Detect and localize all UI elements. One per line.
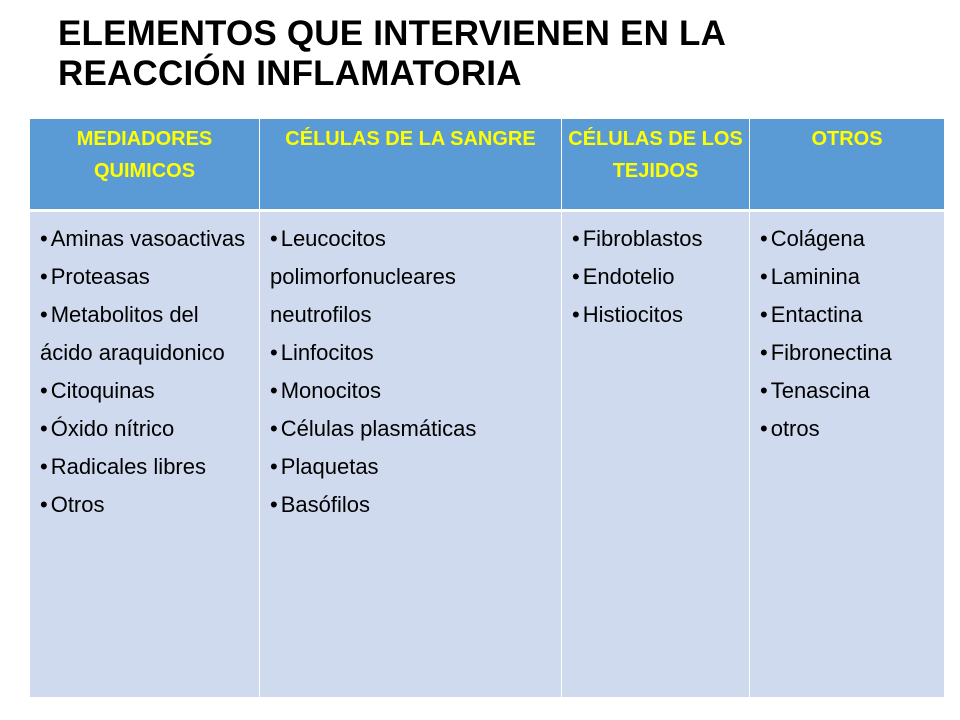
list-item: • Colágena [760,220,938,258]
list-item: • Tenascina [760,372,938,410]
list-item: • Fibronectina [760,334,938,372]
table-header-row [30,119,945,211]
list-item: • Endotelio [572,258,743,296]
list-item: • Radicales libres [40,448,253,486]
list-item: • Células plasmáticas [270,410,555,448]
list-item: • Aminas vasoactivas [40,220,253,258]
mediadores-list [40,220,253,524]
table-body-row [30,211,945,698]
list-item: • Laminina [760,258,938,296]
list-item: • Plaquetas [270,448,555,486]
list-item: • Proteasas [40,258,253,296]
header-celulas-sangre: CÉLULAS DE LA SANGRE [260,119,562,211]
header-celulas-tejidos: CÉLULAS DE LOS TEJIDOS [562,119,750,211]
list-item: • Histiocitos [572,296,743,334]
list-item: • Linfocitos [270,334,555,372]
list-item: • Basófilos [270,486,555,524]
header-otros: OTROS [750,119,945,211]
column-celulas-sangre [260,211,562,698]
slide-title-line-1: ELEMENTOS QUE INTERVIENEN EN LA [58,14,727,53]
header-mediadores-quimicos: MEDIADORES QUIMICOS [30,119,260,211]
celulas-sangre-list [270,220,555,524]
list-item: • Metabolitos del ácido araquidonico [40,296,253,372]
column-otros [750,211,945,698]
list-item: • Citoquinas [40,372,253,410]
otros-list [760,220,938,448]
list-item: • Leucocitos polimorfonucleares neutrofilos [270,220,555,334]
column-celulas-tejidos [562,211,750,698]
list-item: • Monocitos [270,372,555,410]
elements-table [29,119,945,697]
list-item: • Otros [40,486,253,524]
slide-title-line-2: REACCIÓN INFLAMATORIA [58,54,522,93]
list-item: • otros [760,410,938,448]
list-item: • Fibroblastos [572,220,743,258]
list-item: • Entactina [760,296,938,334]
celulas-tejidos-list [572,220,743,334]
list-item: • Óxido nítrico [40,410,253,448]
slide-title [58,14,938,94]
column-mediadores-quimicos [30,211,260,698]
